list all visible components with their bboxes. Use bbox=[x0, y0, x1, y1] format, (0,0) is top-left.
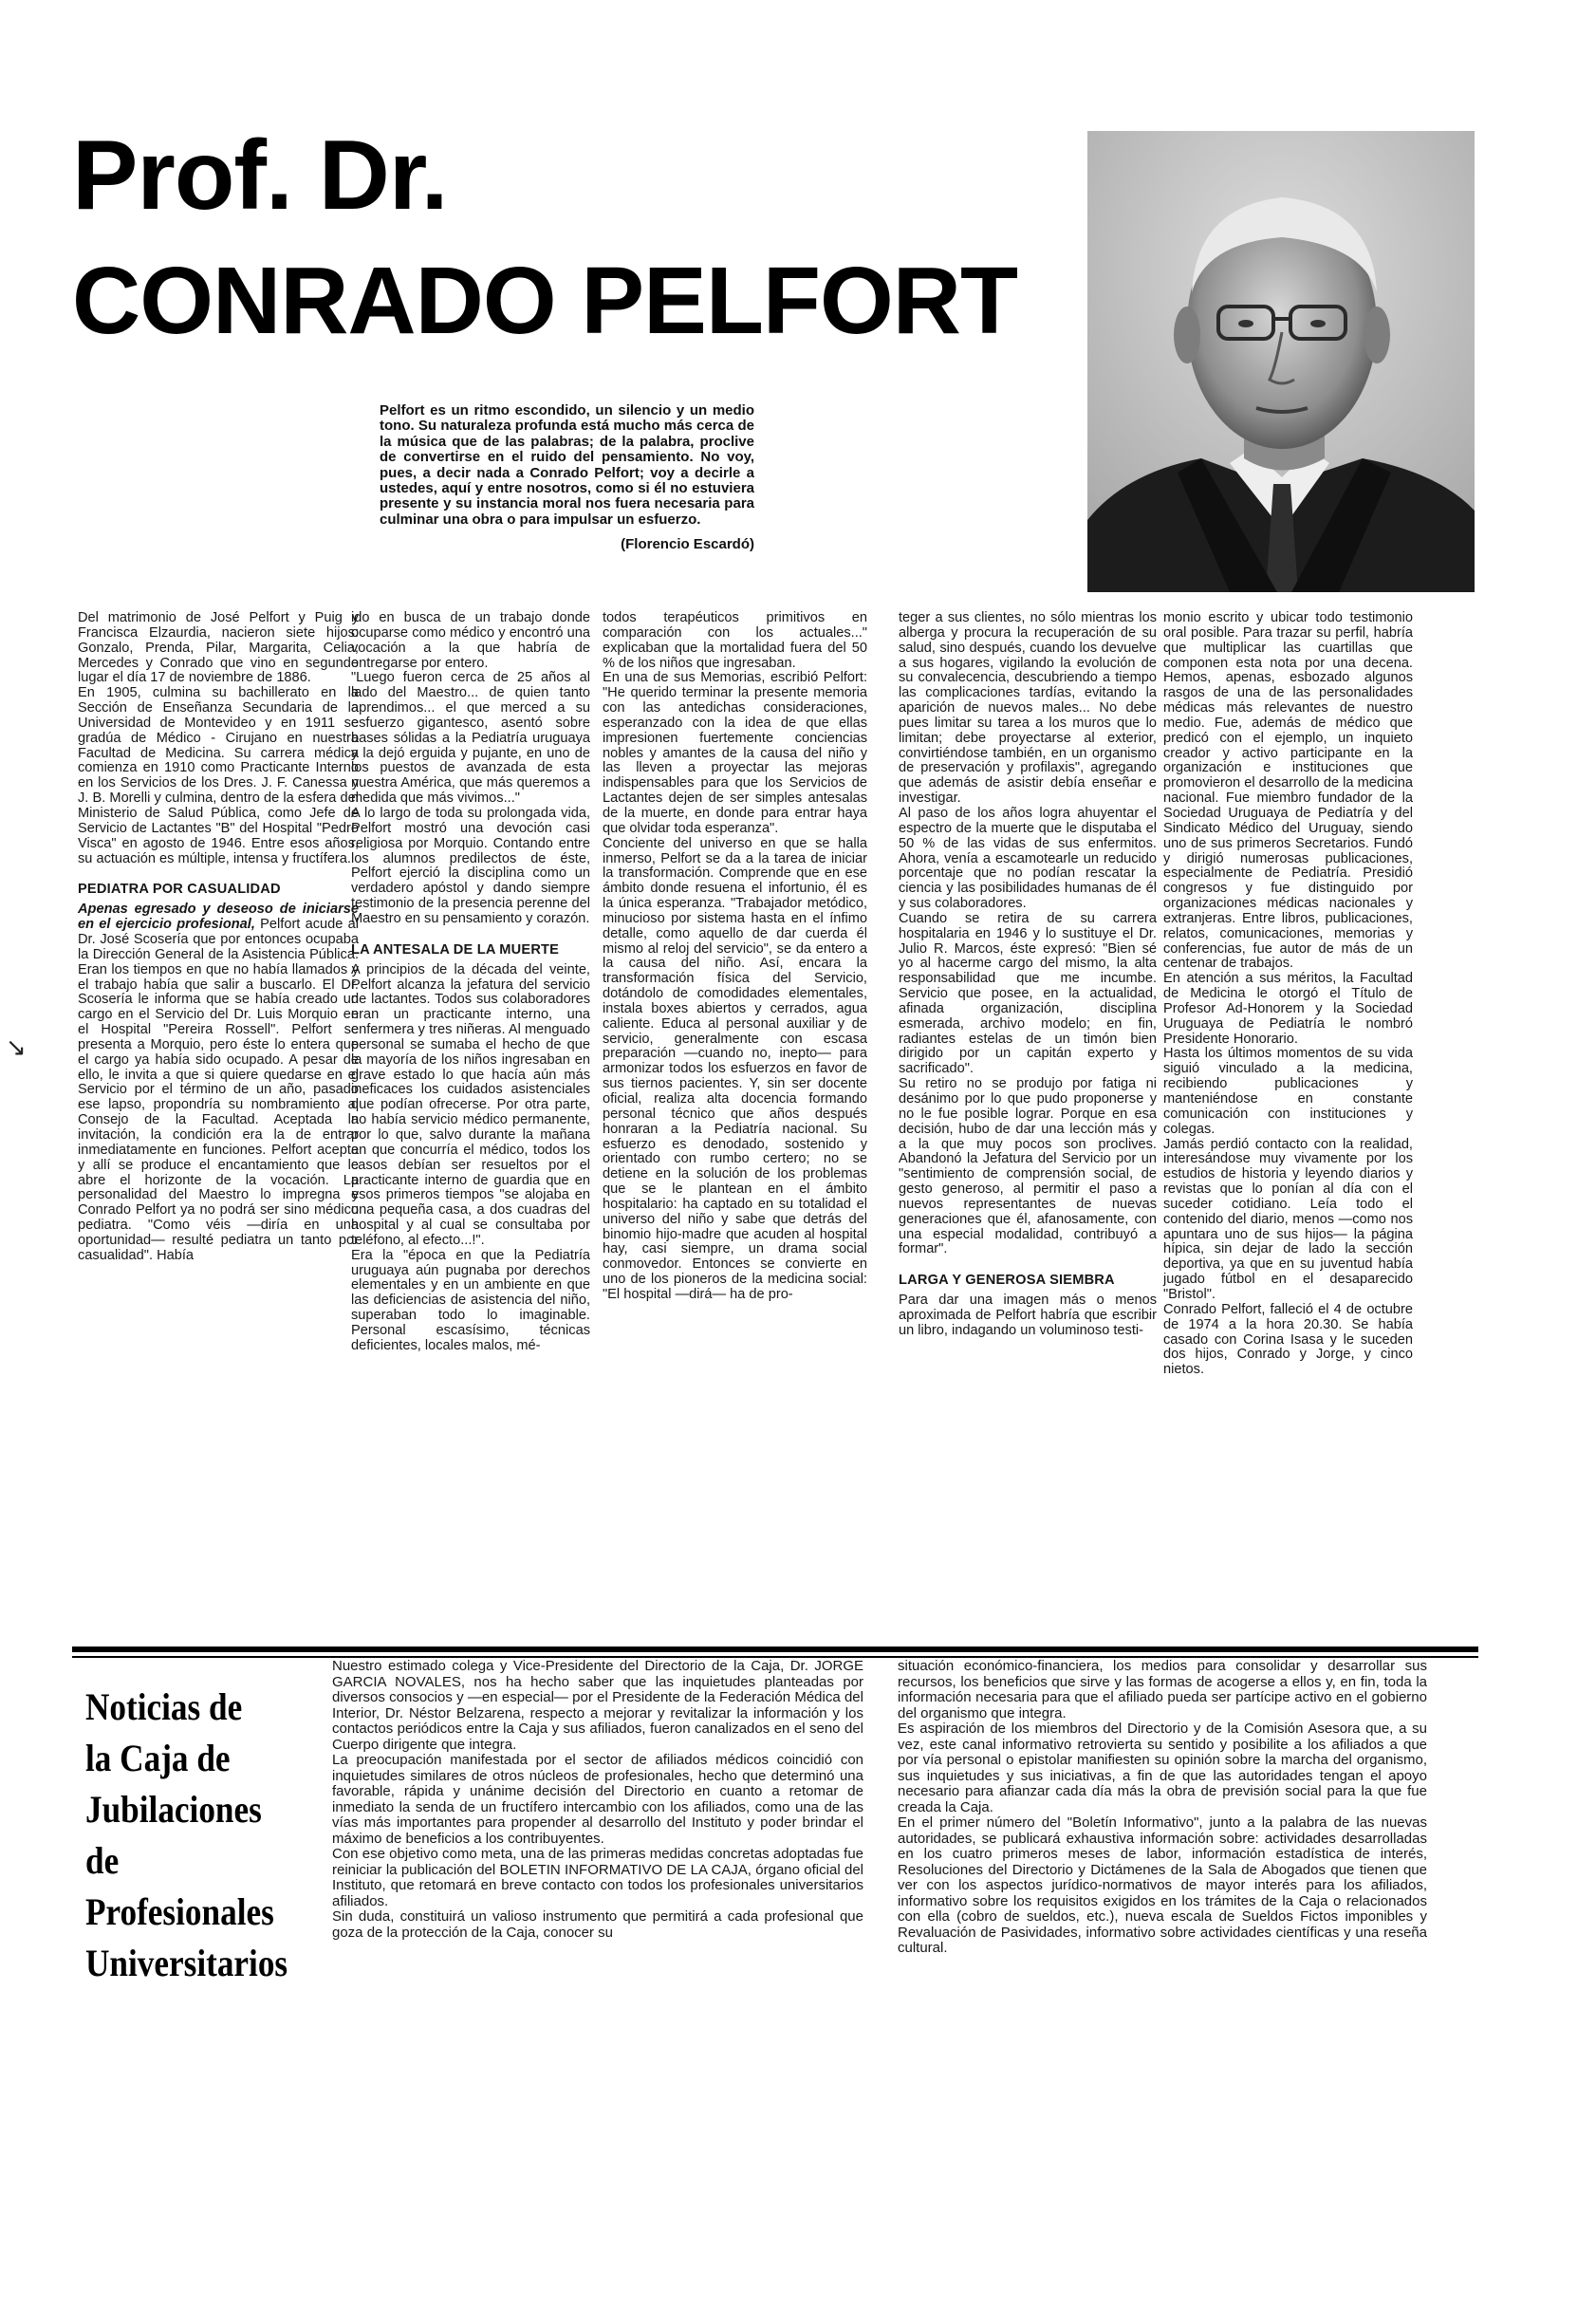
news-title-line: Universitarios bbox=[85, 1942, 288, 1984]
article-title-line-1: Prof. Dr. bbox=[72, 121, 448, 231]
paragraph: Al paso de los años logra ahuyentar el espectro de la muerte que le disputaba el 50 % de las vidas de sus enfermitos. Ahora, venía a escamotearle un reducido porcentaje que no podían rescatar la ciencia y las posibilidades humanas de él y sus colaboradores. bbox=[899, 805, 1157, 912]
news-column-2 bbox=[898, 1659, 1427, 1957]
section-heading: LA ANTESALA DE LA MUERTE bbox=[351, 941, 560, 958]
paragraph: Sin duda, constituirá un valioso instrumento que permitirá a cada profesional que goza de la protección de la Caja, conocer su bbox=[332, 1908, 863, 1941]
section-divider bbox=[72, 1647, 1478, 1652]
paragraph: A lo largo de toda su prolongada vida, Pelfort mostró una devoción casi religiosa por Morquio. Contando entre los alumnos predilectos de éste, Pelfort ejerció la disciplina como un verdadero apóstol y dando siempre testimonio de la presencia perenne del Maestro en su pensamiento y corazón. bbox=[351, 805, 590, 926]
paragraph: Conrado Pelfort, falleció el 4 de octubre de 1974 a la hora 20.30. Se había casado con Corina Isasa y le suceden dos hijos, Conrado y Jorge, y cinco nietos. bbox=[1163, 1301, 1413, 1378]
paragraph: En atención a sus méritos, la Facultad de Medicina le otorgó el Título de Profesor Ad-Honorem y la Sociedad Uruguaya de Pediatría le nombró Presidente Honorario. bbox=[1163, 971, 1413, 1047]
news-title bbox=[85, 1682, 288, 1989]
paragraph: Cuando se retira de su carrera hospitalaria en 1946 y lo sustituye el Dr. Julio R. Marcos, éste expresó: "Bien sé yo al hacerme cargo del mismo, la alta responsabilidad que me incumbe. Servicio que posee, en la actualidad, afinada organización, disciplina esmerada, archivo modelo; en fin, radiantes estelas de un timón bien dirigido por un capitán experto y sacrificado". bbox=[899, 910, 1157, 1077]
paragraph: Conciente del universo en que se halla inmerso, Pelfort se da a la tarea de iniciar la transformación. Comprende que en ese ámbito donde resuena el infortunio, él es la única esperanza. "Trabajador metódico, minucioso por sistema hasta en el ínfimo detalle, como aquello de dar cuerda él mismo al reloj del servicio", se da entero a la causa del niño. Así, encara la transformación física del Servicio, dotándolo de comodidades elementales, instala boxes abiertos y cerrados, agua caliente. Educa al personal auxiliar y de servicio, generalmente con escasa preparación —cuando no, inepto— para armonizar todos los esfuerzos en favor de sus tiernos pacientes. Y, sin ser docente oficial, realiza alta docencia formando personal técnico que años después honraran a la Pediatría nacional. Su esfuerzo es denodado, sostenido y orientado con rumbo certero; no se detiene en la solución de los problemas que se le plantean en el ámbito hospitalario: ha captado en su totalidad el universo del niño y sabe que detrás del binomio hijo-madre que acuden al hospital hay, casi siempre, un drama social conmovedor. Entonces se convierte en uno de los pioneros de la medicina social: "El hospital —dirá— ha de pro- bbox=[603, 835, 867, 1302]
portrait-photo bbox=[1087, 131, 1475, 592]
article-title-line-2: CONRADO PELFORT bbox=[72, 248, 1018, 354]
section-heading: LARGA Y GENEROSA SIEMBRA bbox=[899, 1273, 1115, 1289]
article-column-4 bbox=[899, 611, 1157, 1339]
paragraph: En una de sus Memorias, escribió Pelfort: "He querido terminar la presente memoria con las antedichas consideraciones, esperanzado con la idea de que ellas impresionen fuertemente conciencias nobles y amantes de la causa del niño y las lleven a proyectar las mejoras indispensables para que los Servicios de Lactantes dejen de ser simples antesalas de la muerte, en donde para entrar haya que olvidar toda esperanza". bbox=[603, 670, 867, 836]
paragraph: Era la "época en que la Pediatría uruguaya aún pugnaba por derechos elementales y en un ambiente en que las deficiencias de asistencia del niño, superaban todo lo imaginable. Personal escasísimo, técnicas deficientes, locales malos, mé- bbox=[351, 1247, 590, 1353]
emphasis-text: Apenas egresado y deseoso de iniciarse en el ejercicio profesional, bbox=[78, 902, 359, 933]
news-title-line: la Caja de bbox=[85, 1737, 231, 1779]
paragraph: A principios de la década del veinte, Pelfort alcanza la jefatura del servicio de lactantes. Todos sus colaboradores eran un practicante interno, una enfermera y tres niñeras. Al menguado personal se sumaba el hecho de que la mayoría de los niños ingresaban en grave estado lo que hacía aún más ineficaces los cuidados asistenciales que podían ofrecerse. Por otra parte, no había servicio médico permanente, por lo que, salvo durante la mañana en que concurría el médico, todos los casos debían ser resueltos por el practicante interno de guardia que en esos primeros tiempos "se alojaba en una pequeña casa, a dos cuadras del hospital y al cual se consultaba por teléfono, al efecto...!". bbox=[351, 961, 590, 1248]
epigraph bbox=[380, 403, 754, 553]
paragraph: Con ese objetivo como meta, una de las primeras medidas concretas adoptadas fue reiniciar la publicación del BOLETIN INFORMATIVO DE LA CAJA, órgano oficial del Instituto, que retomará en breve contacto con todos los profesionales universitarios afiliados. bbox=[332, 1846, 863, 1909]
paragraph-text: Pelfort acude al Dr. José Scosería que por entonces ocupaba la Dirección General de la Asistencia Pública. Eran los tiempos en que no había llamados y el trabajo había que salir a buscarlo. El Dr. Scosería le informa que se había creado un cargo en el Servicio del Dr. Luis Morquio en el Hospital "Pereira Rossell". Pelfort se presenta a Morquio, pero éste lo entera que el cargo ya había sido ocupado. A pesar de ello, le invita a que si quiere quedarse en el Servicio por el término de un año, pasado ese lapso, propondría su nombramiento al Consejo de la Facultad. Aceptada la invitación, la condición era la de entrar inmediatamente en funciones. Pelfort acepta y allí se produce el encantamiento que le abre el horizonte de la vocación. La personalidad del Maestro lo impregna y Conrado Pelfort ya no podrá ser sino médico pediatra. "Como véis —diría en una oportunidad— resulté pediatra un tanto por casualidad". Había bbox=[78, 917, 359, 1263]
news-title-line: Jubilaciones bbox=[85, 1788, 262, 1831]
margin-mark-icon: ↘ bbox=[6, 1033, 27, 1061]
portrait-photo-icon bbox=[1087, 131, 1475, 592]
paragraph: "Luego fueron cerca de 25 años al lado del Maestro... de quien tanto aprendimos... el que merced a su esfuerzo gigantesco, asentó sobre bases sólidas a la Pediatría uruguaya y la dejó erguida y pujante, en uno de los puestos de avanzada de esta nuestra América, que más queremos a medida que más vivimos..." bbox=[351, 670, 590, 807]
paragraph: teger a sus clientes, no sólo mientras los alberga y procura la recuperación de su salud, sino después, cuando los devuelve a sus hogares, vigilando la evolución de su convalecencia, descubriendo a tiempo las complicaciones tardías, evitando la aparición de nuevos males... No debe pues limitar su tarea a los muros que lo limitan; debe proyectarse al exterior, convirtiéndose también, en un organismo de preservación y profilaxis", agregando que además de asistir debía enseñar e investigar. bbox=[899, 610, 1157, 807]
paragraph: todos terapéuticos primitivos en comparación con los actuales..." explicaban que la mortalidad fuera del 50 % de los niños que ingresaban. bbox=[603, 610, 867, 671]
paragraph: ido en busca de un trabajo donde ocuparse como médico y encontró una vocación a la que habría de entregarse por entero. bbox=[351, 610, 590, 671]
paragraph: Hasta los últimos momentos de su vida siguió vinculado a la medicina, recibiendo publicaciones y manteniéndose en constante comunicación con instituciones y colegas. bbox=[1163, 1046, 1413, 1137]
article-column-2 bbox=[351, 611, 590, 1354]
article-column-1 bbox=[78, 611, 359, 1264]
paragraph: situación económico-financiera, los medios para consolidar y desarrollar sus recursos, los beneficios que sirve y las formas de acogerse a ellos y, en fin, toda la información necesaria para que el afiliado pueda ser partícipe activo en el gobierno del organismo que integra. bbox=[898, 1658, 1427, 1721]
paragraph: Nuestro estimado colega y Vice-Presidente del Directorio de la Caja, Dr. JORGE GARCIA NOVALES, nos ha hecho saber que las inquietudes planteadas por diversos consocios y —en especial— por el Presidente de la Federación Médica del Interior, Dr. Néstor Belzarena, respecto a mejorar y revitalizar la información y los contactos periódicos entre la Caja y sus afiliados, fueron canalizados en el seno del Cuerpo dirigente que integra. bbox=[332, 1658, 863, 1753]
paragraph: En 1905, culmina su bachillerato en la Sección de Enseñanza Secundaria de la Universidad de Montevideo y en 1911 se gradúa de Médico - Cirujano en nuestra Facultad de Medicina. Su carrera médica comienza en 1910 como Practicante Interno en los Servicios de los Dres. J. F. Canessa y J. B. Morelli y culmina, dentro de la esfera del Ministerio de Salud Pública, como Jefe de Servicio de Lactantes "B" del Hospital "Pedro Visca" en agosto de 1946. Entre esos años, su actuación es múltiple, intensa y fructífera. bbox=[78, 685, 359, 866]
news-column-1 bbox=[332, 1659, 863, 1941]
news-title-line: Noticias de bbox=[85, 1685, 243, 1728]
news-title-line: de bbox=[85, 1839, 120, 1882]
news-title-line: Profesionales bbox=[85, 1890, 274, 1933]
paragraph: Jamás perdió contacto con la realidad, interesándose muy vivamente por los estudios de historia y leyendo diarios y revistas que lo ponían al día con el suceder cotidiano. Leía todo el contenido del diario, menos —como nos apuntara uno de sus hijos— la página hípica, sin dejar de lado la sección deportiva, ya que en su juventud había jugado fútbol en el desaparecido "Bristol". bbox=[1163, 1136, 1413, 1302]
section-heading: PEDIATRA POR CASUALIDAD bbox=[78, 882, 281, 898]
paragraph: Del matrimonio de José Pelfort y Puig y Francisca Elzaurdia, nacieron siete hijos: Gonzalo, Prenda, Pilar, Margarita, Celia, Mercedes y Conrado que vino en segundo lugar el día 17 de noviembre de 1886. bbox=[78, 610, 359, 686]
paragraph bbox=[78, 902, 359, 1263]
paragraph: Para dar una imagen más o menos aproximada de Pelfort habría que escribir un libro, indagando un voluminoso testi- bbox=[899, 1293, 1157, 1338]
paragraph: Es aspiración de los miembros del Directorio y de la Comisión Asesora que, a su vez, este canal informativo retrovierta su sentido y posibilite a los afiliados a que por vía personal o epistolar manifiesten su opinión sobre la marcha del organismo, sus inquietudes y sus iniciativas, a fin de que las autoridades tengan el apoyo necesario para afianzar cada día más la obra de previsión social para la que fue creada la Caja. bbox=[898, 1721, 1427, 1815]
paragraph: En el primer número del "Boletín Informativo", junto a la palabra de las nuevas autoridades, se publicará exhaustiva información sobre: actividades desarrolladas en los cuatro primeros meses de labor, información estadística de interés, Resoluciones del Directorio y Dictámenes de la Sala de Abogados que tienen que ver con los aspectos jurídico-normativos de mayor interés para los afiliados, informativo sobre los requisitos exigidos en los trámites de la Caja o relacionados con ella (cobro de sueldos, etc.), nueva escala de Sueldos Fictos imponibles y Revaluación de Pasividades, informativo sobre actividades científicas y una reseña cultural. bbox=[898, 1814, 1427, 1956]
paragraph: Su retiro no se produjo por fatiga ni desánimo por lo que pudo proponerse y no le fue posible lograr. Porque en esa decisión, hubo de dar una lección más y a la que muy pocos son proclives. Abandonó la Jefatura del Servicio por un "sentimiento de comprensión social, de gesto generoso, al permitir el paso a nuevos representantes de nuevas generaciones que él, afanosamente, con una especial modalidad, contribuyó a formar". bbox=[899, 1076, 1157, 1257]
epigraph-text: Pelfort es un ritmo escondido, un silencio y un medio tono. Su naturaleza profunda está mucho más cerca de la música que de las palabras; de la palabra, proclive de convertirse en el ruido del pensamiento. No voy, pues, a decir nada a Conrado Pelfort; voy a decirle a ustedes, aquí y entre nosotros, como si él no estuviera presente y su instancia moral nos fuera necesaria para culminar una obra o para impulsar un esfuerzo. bbox=[380, 402, 754, 528]
article-column-5 bbox=[1163, 611, 1413, 1378]
paragraph: La preocupación manifestada por el sector de afiliados médicos coincidió con inquietudes similares de otros núcleos de profesionales, hecho que determinó una favorable, rápida y unánime decisión del Directorio en cuanto a retomar de inmediato la senda de un fructífero intercambio con los afiliados, como una de las vías más importantes para propender al desarrollo del Instituto y poder brindar el máximo de beneficios a los contribuyentes. bbox=[332, 1752, 863, 1847]
article-column-3 bbox=[603, 611, 867, 1303]
epigraph-author: (Florencio Escardó) bbox=[621, 536, 754, 553]
paragraph: monio escrito y ubicar todo testimonio oral posible. Para trazar su perfil, habría que multiplicar las cuartillas que componen esta nota por una decena. Hemos, apenas, esbozado algunos rasgos de una de las personalidades médicas más relevantes de nuestro medio. Fue, además de médico que predicó con el ejemplo, un inquieto creador y activo participante en la organización e instituciones que promovieron el desarrollo de la medicina nacional. Fue miembro fundador de la Sociedad Uruguaya de Pediatría y del Sindicato Médico del Uruguay, siendo uno de sus primeros Secretarios. Fundó y dirigió numerosas publicaciones, especialmente de Pediatría. Presidió congresos y fue distinguido por organizaciones médicas nacionales y extranjeras. Entre libros, publicaciones, relatos, comunicaciones, memorias y conferencias, fue autor de más de un centenar de trabajos. bbox=[1163, 610, 1413, 972]
